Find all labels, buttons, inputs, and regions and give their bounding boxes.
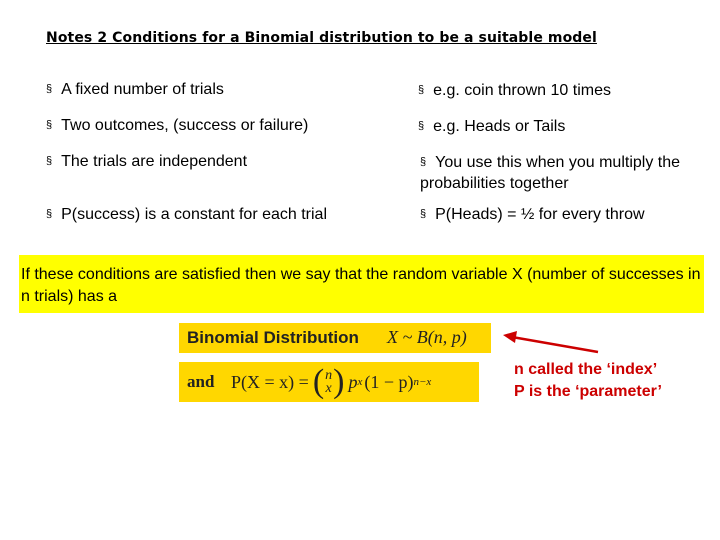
pmf-p: p [348,371,358,392]
pmf-exp-x: x [357,376,363,388]
bullet-icon: § [46,155,53,167]
index-parameter-note [514,359,662,403]
and-label: and [187,372,215,391]
left-paren-icon: ( [312,363,325,400]
note-parameter: P is the ‘parameter’ [514,383,662,400]
bullet-icon: § [46,208,53,220]
example-text: P(Heads) = ½ for every throw [435,206,645,223]
condition-text: P(success) is a constant for each trial [61,206,328,223]
note-index: n called the ‘index’ [514,361,658,378]
pmf-exp-n-minus-x: n−x [413,376,432,388]
bullet-icon: § [46,83,53,95]
right-paren-icon: ) [333,363,345,400]
bullet-icon: § [418,120,425,132]
bullet-icon: § [418,84,425,96]
bullet-icon: § [420,156,427,168]
bullet-icon: § [420,208,427,220]
binomial-notation: X ~ B(n, p) [387,327,467,347]
pmf-lhs: P(X = x) = [231,371,309,392]
conclusion-text: If these conditions are satisfied then we say that the random variable X (number of successes in n trials) has a [21,266,701,305]
pmf-one-minus-p: (1 − p) [364,371,414,392]
condition-text: The trials are independent [61,153,248,170]
page-title: Notes 2 Conditions for a Binomial distribution to be a suitable model [46,30,597,46]
example-text: e.g. coin thrown 10 times [433,82,611,99]
condition-text: A fixed number of trials [61,81,224,98]
binom-top: n [325,368,333,383]
condition-text: Two outcomes, (success or failure) [61,117,309,134]
binom-bottom: x [325,381,332,396]
bullet-icon: § [46,119,53,131]
example-text: e.g. Heads or Tails [433,118,566,135]
example-text: You use this when you multiply the probabilities together [420,154,681,192]
binomial-distribution-label: Binomial Distribution [187,328,359,347]
